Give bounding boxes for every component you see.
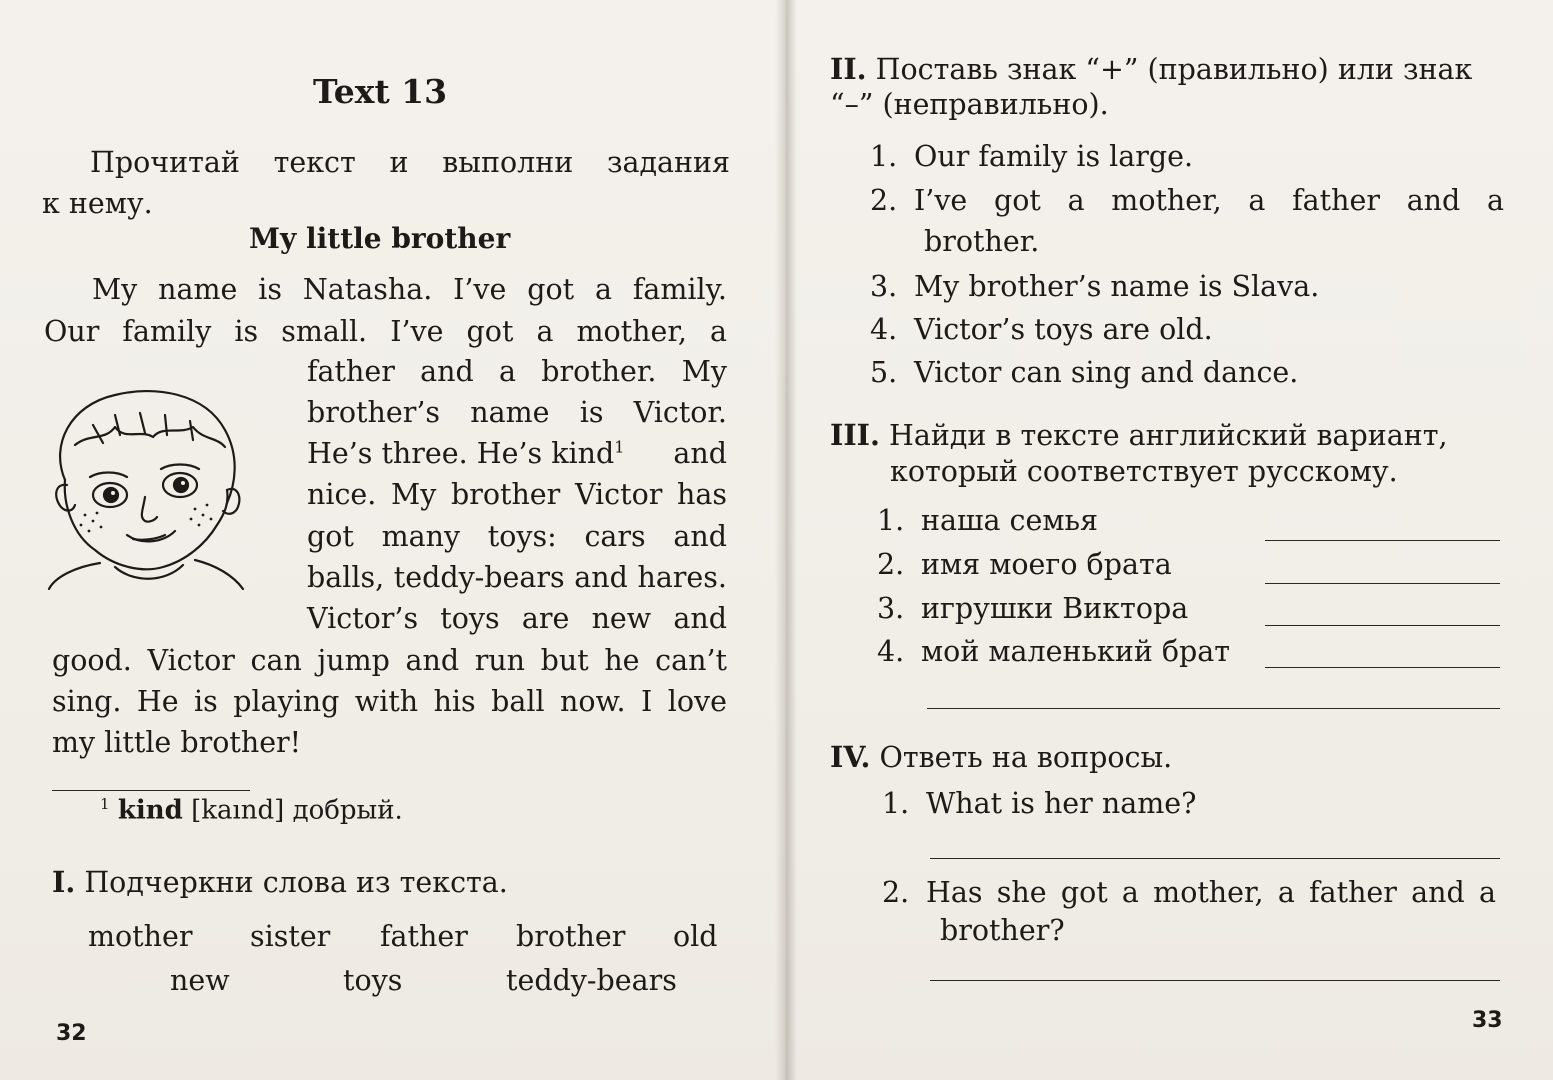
page-number-right: 33 [1472,1008,1503,1033]
footnote-ref: 1 [614,437,625,457]
footnote-word: kind [117,795,183,826]
statement-text: I’ve got a mother, a father and a [914,184,1504,217]
answer-line[interactable] [1265,667,1500,668]
task-2-instruction-line-2: “–” (неправильно). [830,88,1109,121]
book-spine-shadow [775,0,797,1080]
task-3-line1: Найди в тексте английский вариант, [888,419,1448,452]
item-number: 2. [870,184,898,217]
story-line: my little brother! [52,726,302,759]
answer-line[interactable] [1265,583,1500,584]
story-line: Our family is small. I’ve got a mother, a [44,315,727,348]
story-line: brother’s name is Victor. [307,396,727,429]
item-number: 4. [877,635,905,668]
footnote [100,795,403,826]
instruction-line-2: к нему. [42,187,153,220]
phrase-item [877,592,1188,625]
task-2-line1: Поставь знак “+” (правильно) или знак [875,53,1473,86]
item-number: 2. [882,876,910,909]
word-to-underline[interactable]: toys [343,964,403,997]
question-text: Has she got a mother, a father and a [926,876,1496,909]
task-1-numeral: I. [52,865,76,899]
item-number: 1. [877,504,905,537]
footnote-transcription: [kaınd] [191,795,285,826]
item-number: 3. [877,592,905,625]
word-to-underline[interactable]: mother [88,920,193,953]
item-number: 3. [870,270,898,303]
word-to-underline[interactable]: old [673,920,718,953]
page-number-left: 32 [56,1021,87,1046]
boy-face-illustration [45,385,275,590]
story-line-kind-text: He’s three. He’s kind [307,437,615,470]
story-line: good. Victor can jump and run but he can’t [52,644,727,677]
word-to-underline[interactable]: father [380,920,468,953]
word-to-underline[interactable]: teddy-bears [506,964,677,997]
word-to-underline[interactable]: new [170,964,230,997]
task-4-instruction [830,740,1172,774]
statement-text: Victor can sing and dance. [914,356,1299,389]
statement-item [870,313,1213,346]
item-number: 5. [870,356,898,389]
phrase-text: имя моего брата [921,548,1172,581]
story-line: Victor’s toys are new and [307,602,727,635]
question-item [882,787,1196,820]
footnote-rule [52,790,250,791]
footnote-mark: 1 [100,795,110,813]
question-continuation: brother? [940,914,1065,947]
task-1-text: Подчеркни слова из текста. [84,866,508,899]
statement-item [870,270,1319,303]
answer-line[interactable] [1265,540,1500,541]
task-2-numeral: II. [830,52,867,86]
story-line: father and a brother. My [307,355,727,388]
text-heading: Text 13 [313,72,448,111]
story-title: My little brother [249,222,511,255]
phrase-item [877,635,1230,668]
word-to-underline[interactable]: sister [250,920,331,953]
statement-continuation: brother. [924,225,1040,258]
answer-line[interactable] [930,858,1500,859]
footnote-meaning: добрый. [292,795,403,826]
answer-line[interactable] [927,708,1500,709]
phrase-item [877,548,1172,581]
statement-item [870,184,1505,217]
question-text: What is her name? [926,787,1197,820]
instruction-line-1: Прочитай текст и выполни задания [90,146,730,179]
statement-item [870,140,1193,173]
task-4-numeral: IV. [830,740,871,774]
answer-line[interactable] [930,980,1500,981]
answer-line[interactable] [1265,625,1500,626]
item-number: 2. [877,548,905,581]
item-number: 4. [870,313,898,346]
phrase-text: наша семья [921,504,1099,537]
story-line-kind-and: and [673,437,727,470]
phrase-text: мой маленький брат [921,635,1231,668]
statement-item [870,356,1298,389]
statement-text: Our family is large. [914,140,1194,173]
story-line: My name is Natasha. I’ve got a family. [92,273,727,306]
story-line: nice. My brother Victor has [307,478,727,511]
word-to-underline[interactable]: brother [516,920,626,953]
story-line: balls, teddy-bears and hares. [307,561,727,594]
item-number: 1. [870,140,898,173]
task-2-instruction-line-1 [830,52,1472,86]
story-line-kind [307,437,727,470]
right-page [785,0,1553,1080]
task-4-text: Ответь на вопросы. [879,741,1173,774]
statement-text: My brother’s name is Slava. [914,270,1320,303]
task-1-instruction [52,865,508,899]
statement-text: Victor’s toys are old. [914,313,1213,346]
story-line: got many toys: cars and [307,520,727,553]
task-3-numeral: III. [830,418,880,452]
task-3-instruction-line-2: который соответствует русскому. [890,455,1398,488]
task-3-instruction-line-1 [830,418,1448,452]
question-item [882,876,1502,909]
item-number: 1. [882,787,910,820]
phrase-text: игрушки Виктора [921,592,1189,625]
story-line: sing. He is playing with his ball now. I love [52,685,727,718]
phrase-item [877,504,1098,537]
